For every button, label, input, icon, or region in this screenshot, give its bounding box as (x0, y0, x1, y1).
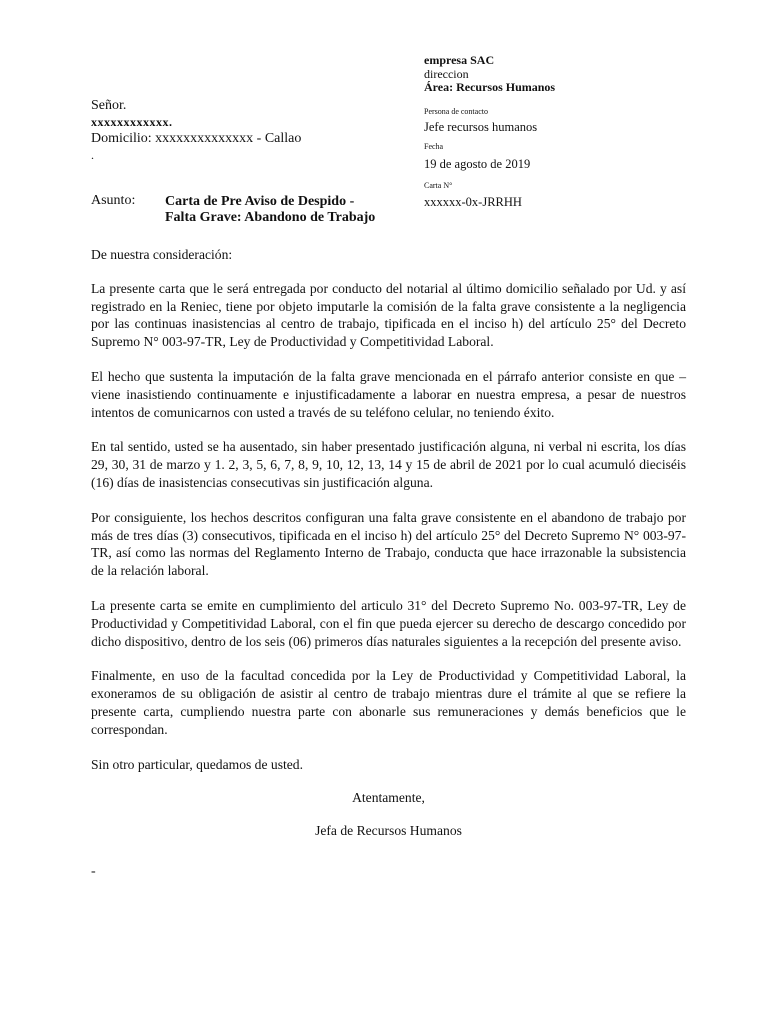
trailing-dash: - (91, 864, 96, 879)
closing-regards: Atentamente, (352, 790, 425, 805)
greeting: De nuestra consideración: (91, 247, 233, 262)
contact-value: Jefe recursos humanos (424, 120, 538, 134)
company-area: Área: Recursos Humanos (424, 80, 556, 94)
signature-title: Jefa de Recursos Humanos (315, 823, 462, 838)
company-address: direccion (424, 67, 469, 81)
recipient-name: xxxxxxxxxxxx. (91, 115, 173, 129)
contact-label: Persona de contacto (424, 107, 488, 116)
paragraph-4: Por consiguiente, los hechos descritos configuran una falta grave consistente en el abandono de trabajo por más de tres días (3) consecutivos, tipificada en el inciso h) del artículo 25° del Decreto Supremo N° 003-97-TR, así como las normas del Reglamento Interno de Trabajo, conducta que hace irrazonable la subsistencia de la relación laboral. (91, 509, 686, 579)
date-value: 19 de agosto de 2019 (424, 157, 531, 171)
carta-label: Carta N° (424, 181, 453, 190)
recipient-salutation: Señor. (91, 98, 127, 113)
paragraph-7: Sin otro particular, quedamos de usted. (91, 756, 303, 772)
subject-label: Asunto: (91, 193, 136, 208)
carta-value: xxxxxx-0x-JRRHH (424, 195, 522, 209)
paragraph-1: La presente carta que le será entregada por conducto del notarial al último domicilio señalado por Ud. y así registrado en la Reniec, tiene por objeto imputarle la comisión de la falta grave consistente a la negligencia por las continuas inasistencias al centro de trabajo, tipificada en el inciso h) del artículo 25° del Decreto Supremo N° 003-97-TR, Ley de Productividad y Competitividad Laboral. (91, 280, 686, 350)
recipient-address: Domicilio: xxxxxxxxxxxxxx - Callao (91, 131, 302, 146)
paragraph-2: El hecho que sustenta la imputación de la falta grave mencionada en el párrafo anterior consiste en que – viene inasistiendo continuamente e injustificadamente a laborar en nuestra empresa, a pesar de nuestros intentos de comunicarnos con usted a través de su teléfono celular, no teniendo éxito. (91, 368, 686, 420)
letter-body (91, 246, 686, 790)
paragraph-5: La presente carta se emite en cumplimiento del articulo 31° del Decreto Supremo No. 003-97-TR, Ley de Productividad y Competitividad Laboral, con el fin que pueda ejercer su derecho de descargo concedido por dicho dispositivo, dentro de los seis (06) primeros días naturales siguientes a la recepción del presente aviso. (91, 597, 686, 649)
paragraph-6: Finalmente, en uso de la facultad concedida por la Ley de Productividad y Competitividad Laboral, la exoneramos de su obligación de asistir al centro de trabajo mientras dure el trámite al que se refiere la presente carta, cumpliendo nuestra parte con abonarle sus remuneraciones y demás beneficios que le correspondan. (91, 668, 686, 737)
company-name: empresa SAC (424, 53, 495, 67)
date-label: Fecha (424, 142, 444, 151)
paragraph-3: En tal sentido, usted se ha ausentado, sin haber presentado justificación alguna, ni verbal ni escrita, los días 29, 30, 31 de marzo y 1. 2, 3, 5, 6, 7, 8, 9, 10, 12, 13, 14 y 15 de abril de 2021 por lo cual acumuló dieciséis (16) días de inasistencias consecutivas sin justificación alguna. (91, 439, 686, 490)
subject-line-2: Falta Grave: Abandono de Trabajo (165, 210, 376, 225)
recipient-dot: . (91, 148, 94, 162)
subject-line-1: Carta de Pre Aviso de Despido - (165, 194, 355, 209)
